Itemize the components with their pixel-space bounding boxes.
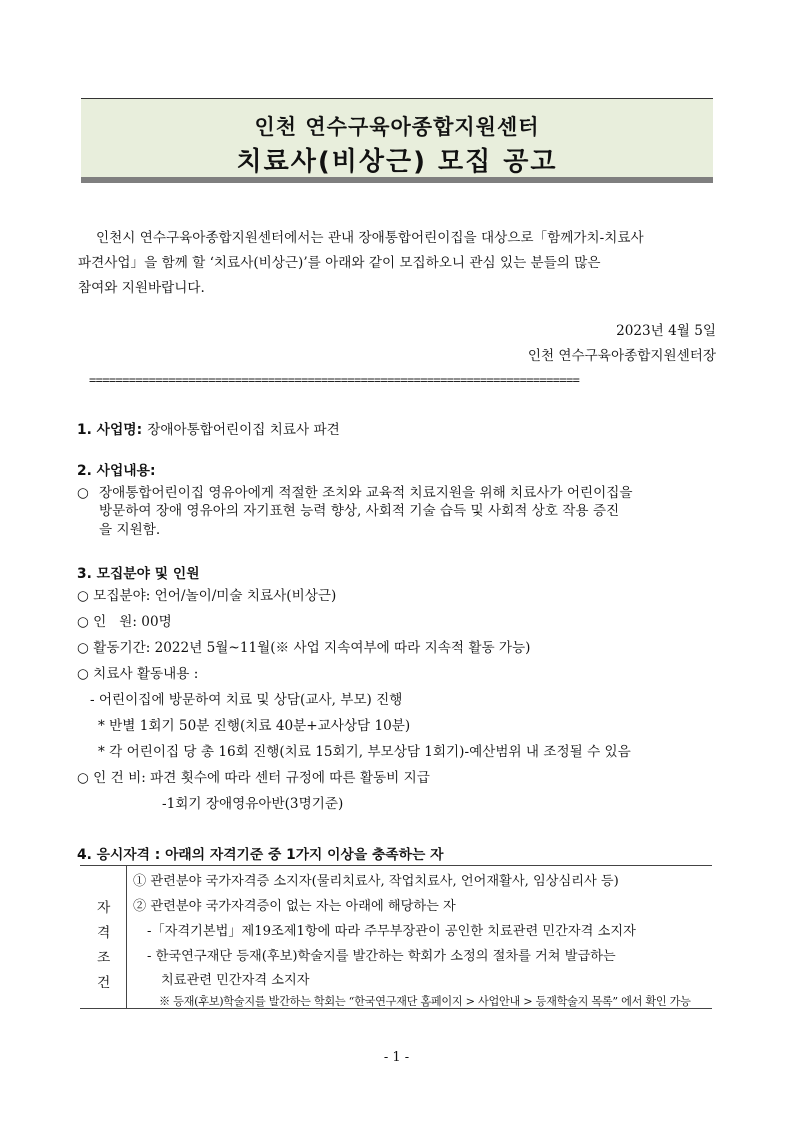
qualification-item-1: ① 관련분야 국가자격증 소지자(물리치료사, 작업치료사, 언어재활사, 임상심리사 등) [133, 874, 619, 889]
side-label-char-2: 격 [97, 925, 111, 941]
intro-line-1: 인천시 연수구육아종합지원센터에서는 관내 장애통합어린이집을 대상으로「함께가치-치료사 [96, 230, 644, 246]
title-box [81, 98, 713, 183]
signature: 인천 연수구육아종합지원센터장 [527, 348, 716, 364]
section-2-line-1: 장애통합어린이집 영유아에게 적절한 조치와 교육적 치료지원을 위해 치료사가 어린이집을 [99, 485, 633, 501]
side-label-char-4: 건 [97, 975, 111, 991]
section-4-heading: 4. 응시자격 : 아래의 자격기준 중 1가지 이상을 충족하는 자 [77, 847, 444, 863]
section-3-heading: 3. 모집분야 및 인원 [77, 566, 200, 582]
announcement-title: 치료사(비상근) 모집 공고 [236, 147, 558, 177]
activity-content-2: * 반별 1회기 50분 진행(치료 40분+교사상담 10분) [98, 718, 411, 734]
qualification-item-2b-cont: 치료관련 민간자격 소지자 [161, 973, 310, 988]
activity-period: ○ 활동기간: 2022년 5월~11월(※ 사업 지속여부에 따라 지속적 활동 가능) [77, 640, 531, 656]
side-label-char-3: 조 [97, 950, 111, 966]
recruit-field: ○ 모집분야: 언어/놀이/미술 치료사(비상근) [77, 588, 337, 604]
qualification-item-2: ② 관련분야 국가자격증이 없는 자는 아래에 해당하는 자 [133, 899, 456, 914]
intro-line-2: 파견사업」을 함께 할 ‘치료사(비상근)’를 아래와 같이 모집하오니 관심 있는 분들의 많은 [78, 255, 601, 271]
intro-line-3: 참여와 지원바랍니다. [78, 280, 205, 296]
separator-line: ========================================================================== [89, 373, 580, 387]
section-2-line-2: 방문하여 장애 영유아의 자기표현 능력 향상, 사회적 기술 습득 및 사회적 상호 작용 증진 [99, 503, 620, 519]
activity-content-3: * 각 어린이집 당 총 16회 진행(치료 15회기, 부모상담 1회기)-예산범위 내 조정될 수 있음 [98, 744, 631, 760]
section-1-heading: 1. 사업명: [77, 422, 143, 438]
activity-content-label: ○ 치료사 활동내용 : [77, 666, 199, 682]
section-2-bullet: ○ [77, 485, 89, 501]
recruit-people: ○ 인 원: 00명 [77, 614, 172, 630]
section-2-line-3: 을 지원함. [99, 522, 161, 538]
qualification-note: ※ 등재(후보)학술지를 발간하는 학회는 “한국연구재단 홈페이지 > 사업안내 > 등재학술지 목록” 에서 확인 가능 [159, 995, 691, 1008]
labor-cost: ○ 인 건 비: 파견 횟수에 따라 센터 규정에 따른 활동비 지급 [77, 770, 430, 786]
page-number: - 1 - [383, 1050, 410, 1065]
section-2-heading: 2. 사업내용: [77, 463, 156, 479]
qualification-content-cell [127, 866, 713, 1009]
qualification-item-2a: -「자격기본법」제19조제1항에 따라 주무부장관이 공인한 치료관련 민간자격 소지자 [147, 924, 636, 939]
announcement-date: 2023년 4월 5일 [616, 323, 716, 339]
labor-cost-sub: -1회기 장애영유아반(3명기준) [162, 796, 344, 812]
section-1-text: 장애아통합어린이집 치료사 파견 [147, 422, 340, 438]
qualification-item-2b: - 한국연구재단 등재(후보)학술지를 발간하는 학회가 소정의 절차를 거쳐 발급하는 [147, 949, 616, 964]
side-label-char-1: 자 [97, 900, 111, 916]
section-1 [77, 418, 340, 438]
center-name-title: 인천 연수구육아종합지원센터 [254, 115, 540, 139]
qualification-table [80, 865, 712, 1009]
activity-content-1: - 어린이집에 방문하여 치료 및 상담(교사, 부모) 진행 [90, 692, 403, 708]
qualification-label-cell [80, 866, 127, 1009]
